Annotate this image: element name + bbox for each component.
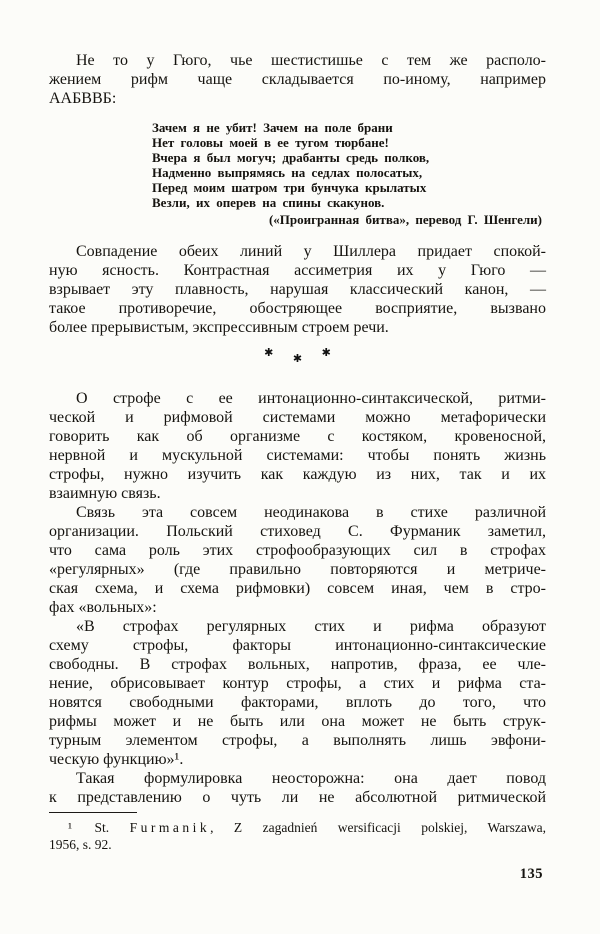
text-line: ческую функцию»¹. [49,751,184,768]
text-line: фах «вольных»: [49,599,157,616]
text-line: Везли, их оперев на спины скакунов. [152,195,385,210]
text-line: рифмы может и не быть или она может не быть струк- [49,713,546,730]
text-line: строфы, нужно изучить как каждую из них, так и их [49,466,546,483]
text-line: говорить как об организме с костяком, кровеносной, [49,428,546,445]
text-line: нервной и мускульной системами: чтобы понять жизнь [49,447,546,464]
text-line: турным элементом строфы, а выполнять лишь эвфони- [49,732,546,749]
paragraph-schiller-contrast [49,242,546,337]
footnote-line: 1956, s. 92. [49,837,112,852]
verse-lines [152,120,546,210]
text-block [49,51,546,883]
verse-attribution: («Проигранная битва», перевод Г. Шенгели) [268,212,542,227]
text-line: свободны. В строфах вольных, напротив, фраза, ее чле- [49,656,546,673]
text-line: такое противоречие, обостряющее восприятие, вызвано [49,300,546,317]
text-line: взрывает эту плавность, нарушая классический канон, — [49,281,546,298]
text-line: к представлению о чуть ли не абсолютной ритмической [49,789,546,806]
text-line: «регулярных» (где правильно повторяются и метриче- [49,561,546,578]
footnote-author-prefix: St. [94,820,110,835]
text-line: новятся свободными факторами, вплоть до того, что [49,694,546,711]
text-line: Зачем я не убит! Зачем на поле брани [152,120,393,135]
text-line: ческой и рифмовой системами можно метафорически [49,409,546,426]
paragraph-furmanik-quote [49,617,546,769]
asterisk-icon: ✱ [264,346,274,359]
text-line: Нет головы моей в ее тугом тюрбане! [152,135,389,150]
paragraph-strophe-organism [49,389,546,503]
text-line: Надменно выпрямясь на седлах полосатых, [152,165,423,180]
text-line: Совпадение обеих линий у Шиллера придает спокой- [76,243,546,260]
footnote-title: , Z zagadnień wersificacji polskiej, Warszawa, [210,820,547,835]
text-line: Связь эта совсем неодинакова в стихе различной [76,504,546,521]
text-line: организации. Польский стиховед С. Фурманик заметил, [49,523,546,540]
footnote-rule [49,812,137,813]
text-line: что сама роль этих строфообразующих сил в строфах [49,542,546,559]
text-line: О строфе с ее интонационно-синтаксической, ритми- [76,390,546,407]
paragraph-takaya-formulirovka [49,769,546,807]
paragraph-hugo-rhyme [49,51,546,108]
text-line: жением рифм чаще складывается по-иному, например [49,71,546,88]
paragraph-svyaz-furmanik [49,503,546,617]
footnote-marker: ¹ [68,820,73,835]
text-line: ская схема, и схема рифмовки) совсем иная, чем в стро- [49,580,546,597]
text-line: более прерывистым, экспрессивным строем речи. [49,319,389,336]
text-line: ААБВВБ: [49,90,117,107]
verse-quote [152,120,546,227]
text-line: ную ясность. Контрастная ассиметрия их у Гюго — [49,262,546,279]
text-line: взаимную связь. [49,485,161,502]
footnote-author-name: Furmanik [129,820,211,835]
footnote-line [49,819,546,836]
text-line: Вчера я был могуч; драбанты средь полков, [152,150,430,165]
asterisk-icon: ✱ [321,346,331,359]
text-line: Такая формулировка неосторожна: она дает повод [76,770,546,787]
text-line: «В строфах регулярных стих и рифма образуют [76,618,546,635]
page-number: 135 [519,866,543,882]
text-line: Не то у Гюго, чье шестистишье с тем же располо- [76,52,546,69]
text-line: Перед моим шатром три бунчука крылатых [152,180,427,195]
asterisk-icon: ✱ [292,352,303,365]
footnote [49,812,546,853]
text-line: схему строфы, факторы интонационно-синтаксические [49,637,546,654]
text-line: нение, обрисовывает контур строфы, а стих и рифма ста- [49,675,546,692]
asterisk-divider [49,346,546,370]
